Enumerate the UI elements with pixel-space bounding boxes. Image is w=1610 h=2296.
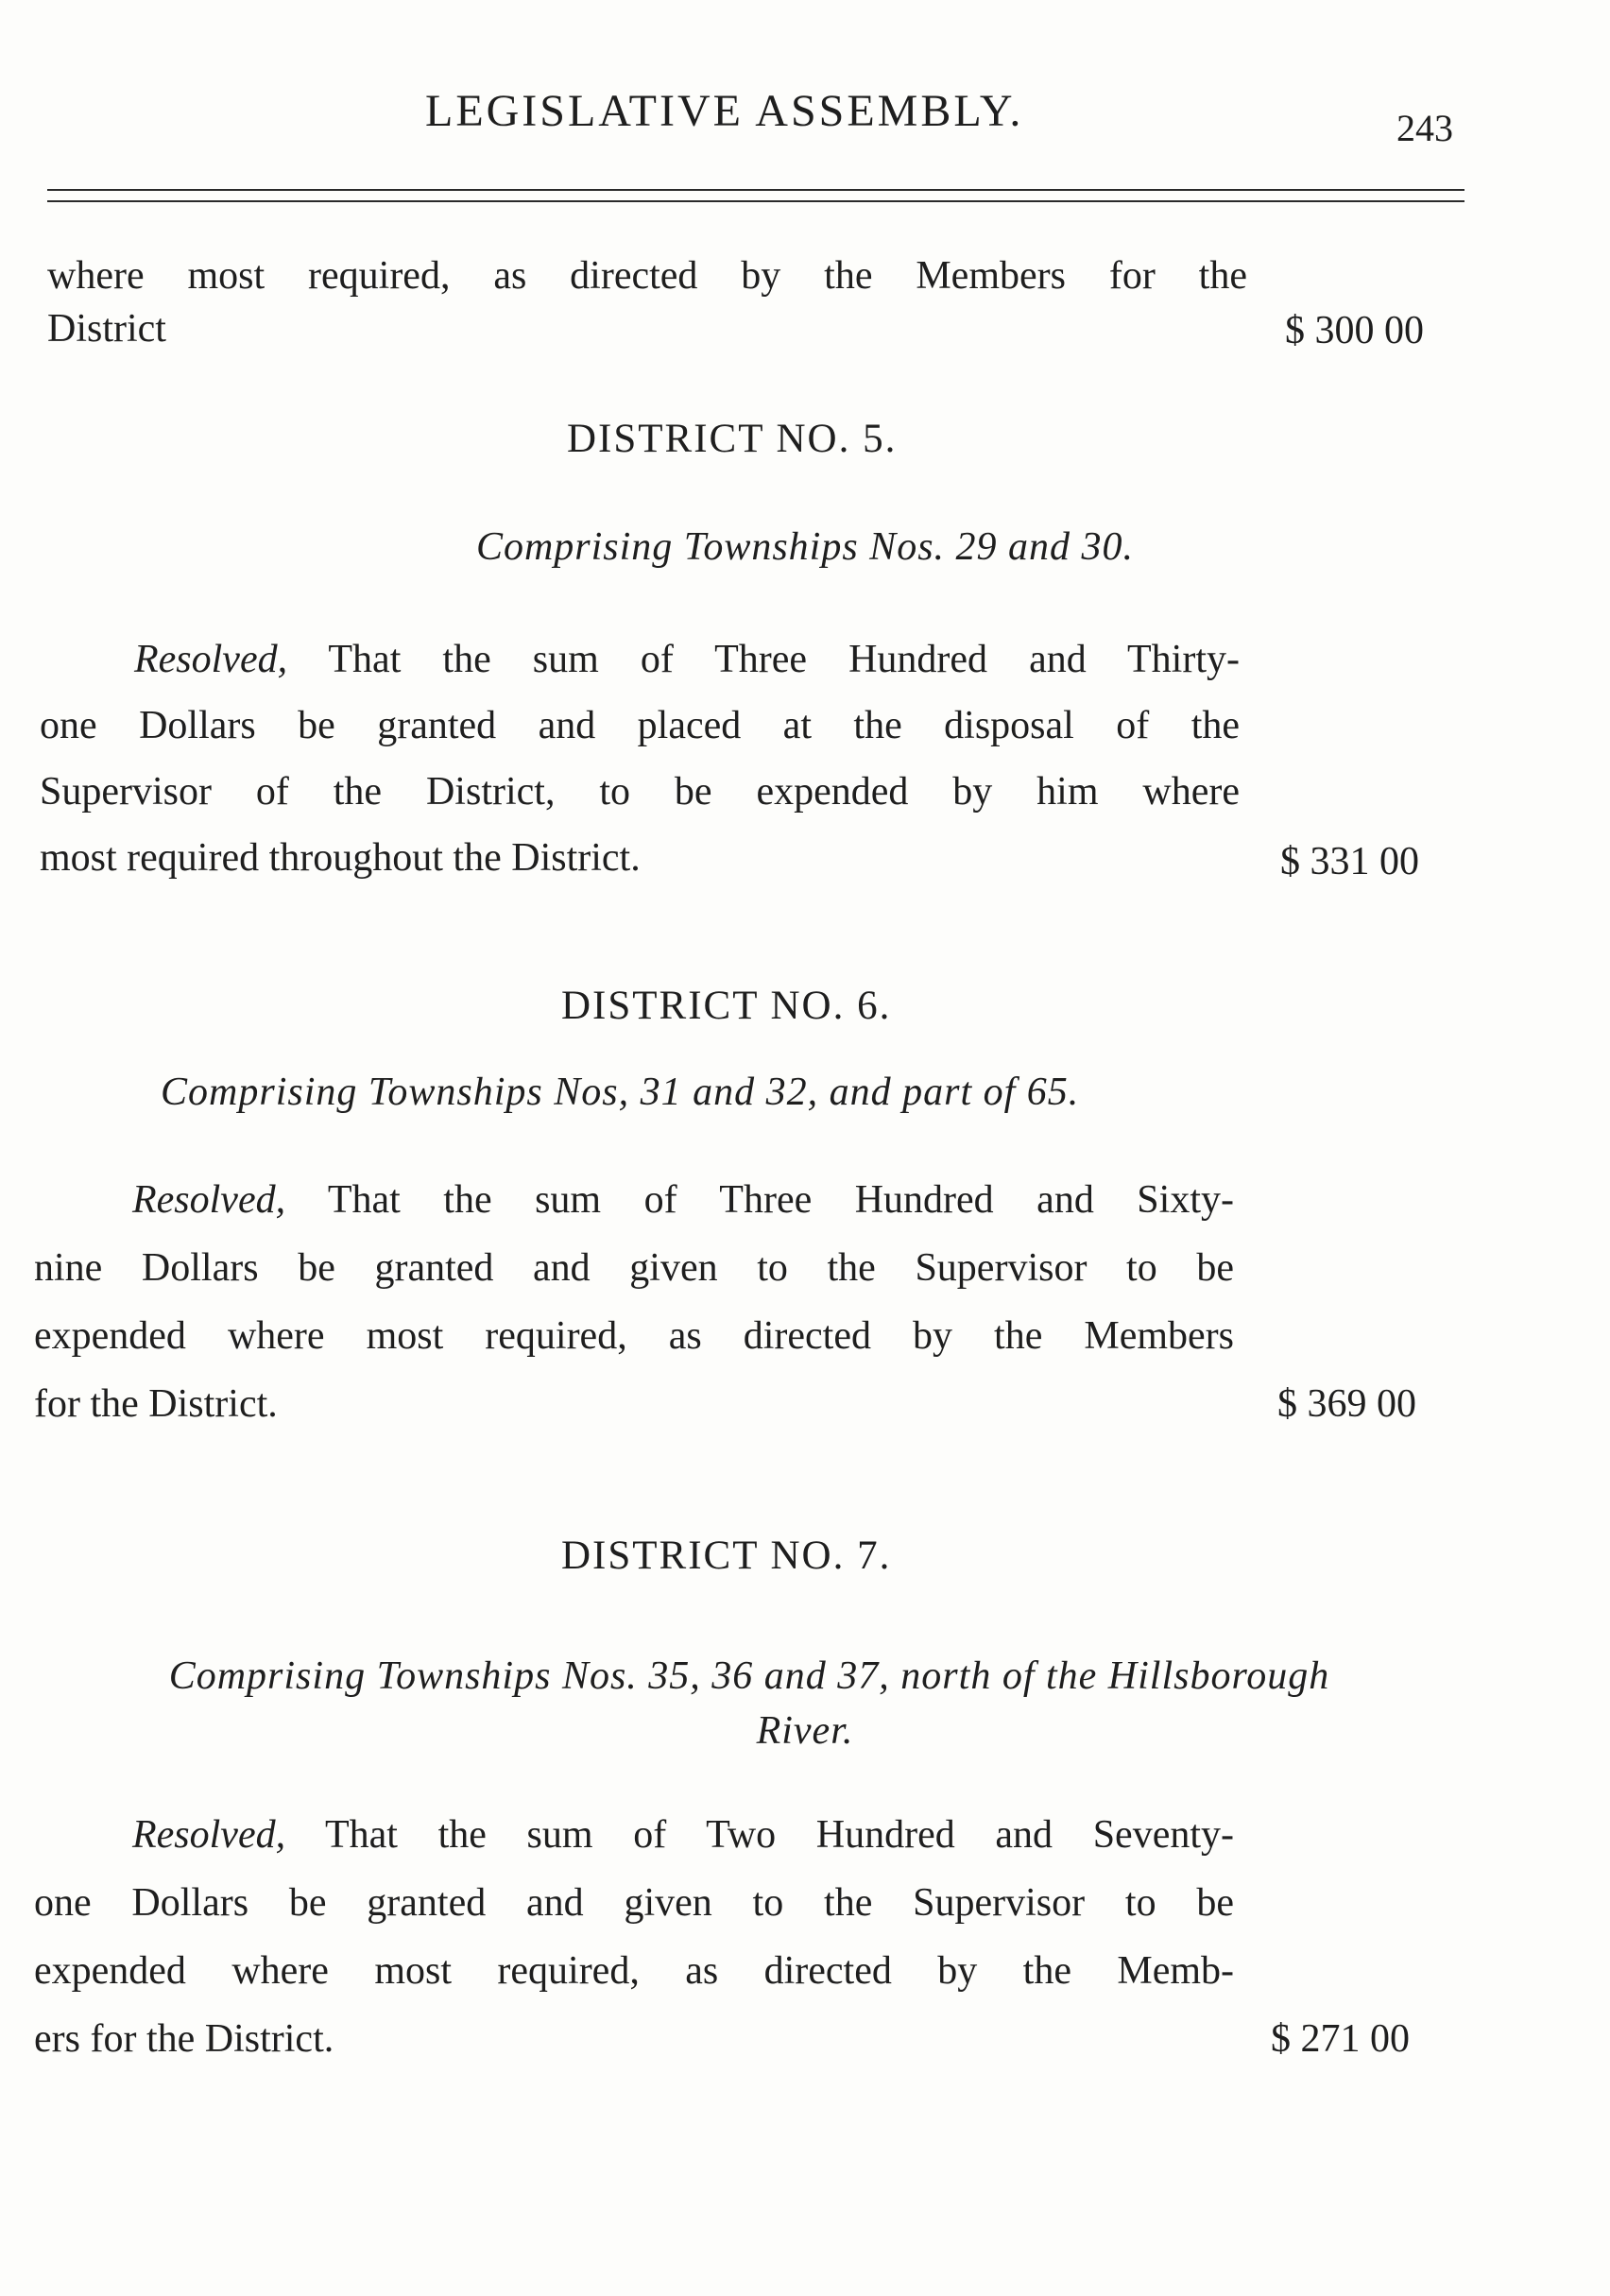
district-7-line-3: expended where most required, as directed by the Memb-	[34, 1949, 1234, 1993]
district-6-line-1	[132, 1172, 1234, 1228]
district-5-amount: $ 331 00	[1280, 840, 1419, 883]
district-6-line-4: for the District.	[34, 1382, 278, 1426]
district-6-line-2: nine Dollars be granted and given to the Supervisor to be	[34, 1246, 1234, 1290]
running-head: LEGISLATIVE ASSEMBLY.	[425, 86, 1024, 136]
continuation-line-2: District	[47, 307, 166, 351]
district-6-resolved: Resolved,	[132, 1178, 286, 1222]
header-rule-bottom	[47, 200, 1464, 202]
page-number: 243	[1396, 107, 1453, 149]
district-5-resolved: Resolved,	[134, 638, 288, 681]
district-7-line-4: ers for the District.	[34, 2017, 334, 2061]
district-6-comprising: Comprising Townships Nos, 31 and 32, and part of 65.	[161, 1071, 1080, 1114]
district-5-line-1	[134, 631, 1240, 688]
district-7-resolved: Resolved,	[132, 1813, 286, 1857]
district-7-line-1-text: That the sum of Two Hundred and Seventy-	[324, 1813, 1234, 1857]
continuation-amount: $ 300 00	[1285, 309, 1424, 352]
district-6-heading: DISTRICT NO. 6.	[561, 984, 892, 1028]
district-5-line-2: one Dollars be granted and placed at the disposal of the	[40, 704, 1240, 747]
district-6-amount: $ 369 00	[1277, 1382, 1416, 1426]
district-5-comprising: Comprising Townships Nos. 29 and 30.	[475, 525, 1135, 569]
district-7-amount: $ 271 00	[1271, 2017, 1410, 2061]
district-5-line-1-text: That the sum of Three Hundred and Thirty-	[328, 638, 1240, 681]
district-6-line-1-text: That the sum of Three Hundred and Sixty-	[327, 1178, 1234, 1222]
district-5-heading: DISTRICT NO. 5.	[567, 417, 898, 461]
district-7-comprising-line-1: Comprising Townships Nos. 35, 36 and 37, north of the Hillsborough	[168, 1654, 1330, 1698]
district-6-line-3: expended where most required, as directed by the Members	[34, 1314, 1234, 1358]
district-5-line-4: most required throughout the District.	[40, 836, 641, 880]
district-5-line-3: Supervisor of the District, to be expended by him where	[40, 770, 1240, 814]
continuation-line-1: where most required, as directed by the Members for the	[47, 254, 1247, 298]
district-7-line-1	[132, 1807, 1234, 1863]
district-7-heading: DISTRICT NO. 7.	[561, 1534, 892, 1578]
district-7-comprising-line-2: River.	[756, 1709, 854, 1753]
header-rule-top	[47, 189, 1464, 191]
district-7-line-2: one Dollars be granted and given to the Supervisor to be	[34, 1881, 1234, 1925]
